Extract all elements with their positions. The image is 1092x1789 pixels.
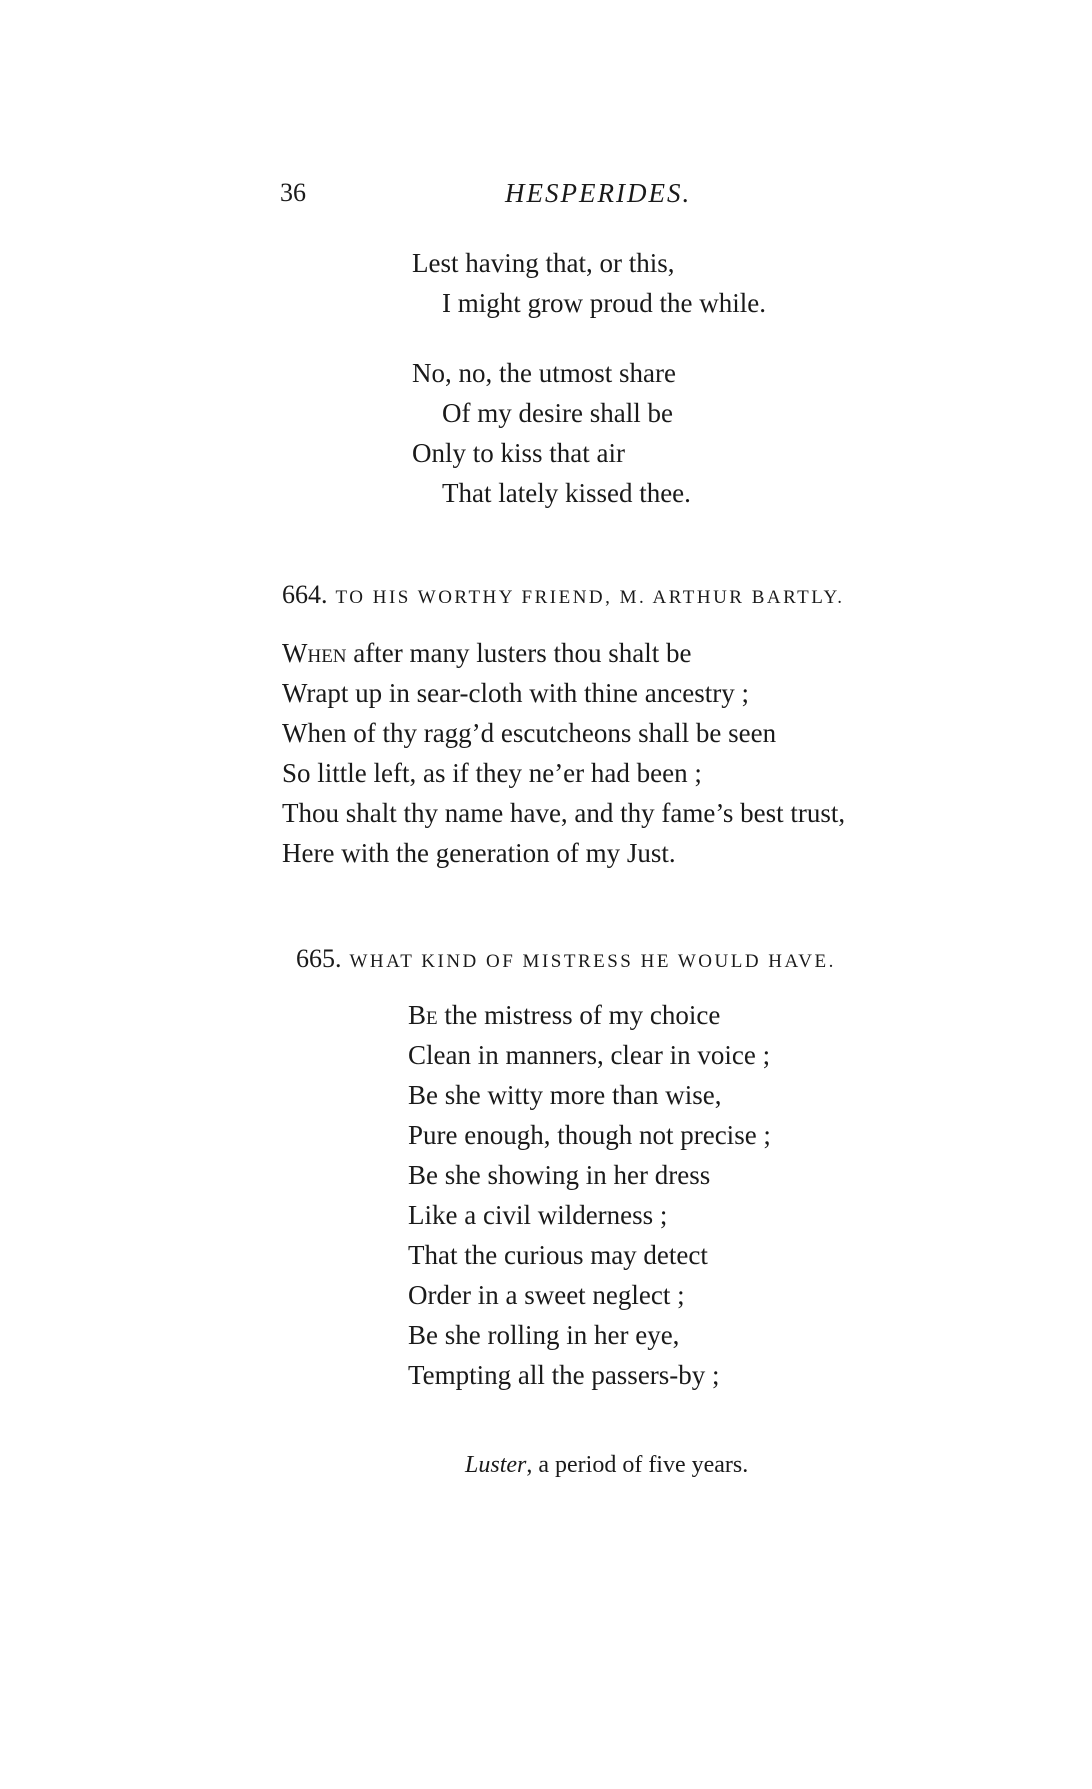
poem-664-heading bbox=[282, 580, 844, 610]
running-title: HESPERIDES. bbox=[505, 178, 692, 208]
verse-line: When of thy ragg’d escutcheons shall be seen bbox=[282, 718, 777, 748]
verse-line: Be she witty more than wise, bbox=[408, 1080, 722, 1110]
verse-line: Be she showing in her dress bbox=[408, 1160, 711, 1190]
verse-line: Be she rolling in her eye, bbox=[408, 1320, 680, 1350]
initial-word: Be bbox=[408, 1000, 438, 1030]
page-number: 36 bbox=[280, 178, 306, 207]
verse-line: Here with the generation of my Just. bbox=[282, 838, 676, 868]
verse-line: Clean in manners, clear in voice ; bbox=[408, 1040, 771, 1070]
poem-title: TO HIS WORTHY FRIEND, M. ARTHUR BARTLY. bbox=[335, 587, 845, 608]
poem-title: WHAT KIND OF MISTRESS HE WOULD HAVE. bbox=[349, 951, 836, 972]
verse-line: Pure enough, though not precise ; bbox=[408, 1120, 771, 1150]
verse-line bbox=[408, 995, 771, 1035]
footnote-term: Luster bbox=[465, 1452, 527, 1478]
verse-line: Wrapt up in sear-cloth with thine ancestry ; bbox=[282, 678, 749, 708]
verse-line: Lest having that, or this, bbox=[412, 248, 675, 278]
verse-line: So little left, as if they ne’er had been ; bbox=[282, 758, 702, 788]
verse-line: Order in a sweet neglect ; bbox=[408, 1280, 685, 1310]
poem-665-heading bbox=[296, 944, 836, 974]
verse-line bbox=[282, 633, 845, 673]
verse-line-text: after many lusters thou shalt be bbox=[346, 638, 692, 668]
verse-line: Thou shalt thy name have, and thy fame’s best trust, bbox=[282, 798, 846, 828]
verse-line: Tempting all the passers-by ; bbox=[408, 1360, 720, 1390]
poem-665-body bbox=[408, 995, 771, 1395]
verse-line: Like a civil wilderness ; bbox=[408, 1200, 668, 1230]
verse-line: No, no, the utmost share bbox=[412, 358, 676, 388]
verse-line: That the curious may detect bbox=[408, 1240, 708, 1270]
footnote-text: , a period of five years. bbox=[526, 1452, 749, 1478]
footnote bbox=[465, 1452, 748, 1479]
verse-line: I might grow proud the while. bbox=[442, 288, 766, 318]
initial-word: When bbox=[282, 638, 347, 668]
verse-line-text: the mistress of my choice bbox=[437, 1000, 721, 1030]
poem-number: 665. bbox=[296, 944, 342, 973]
verse-line: Of my desire shall be bbox=[442, 398, 673, 428]
poem-number: 664. bbox=[282, 580, 328, 609]
continuation-stanza-2 bbox=[412, 353, 691, 513]
poem-664-body bbox=[282, 633, 845, 873]
continuation-stanza-1 bbox=[412, 243, 766, 323]
verse-line: That lately kissed thee. bbox=[442, 478, 691, 508]
verse-line: Only to kiss that air bbox=[412, 438, 625, 468]
